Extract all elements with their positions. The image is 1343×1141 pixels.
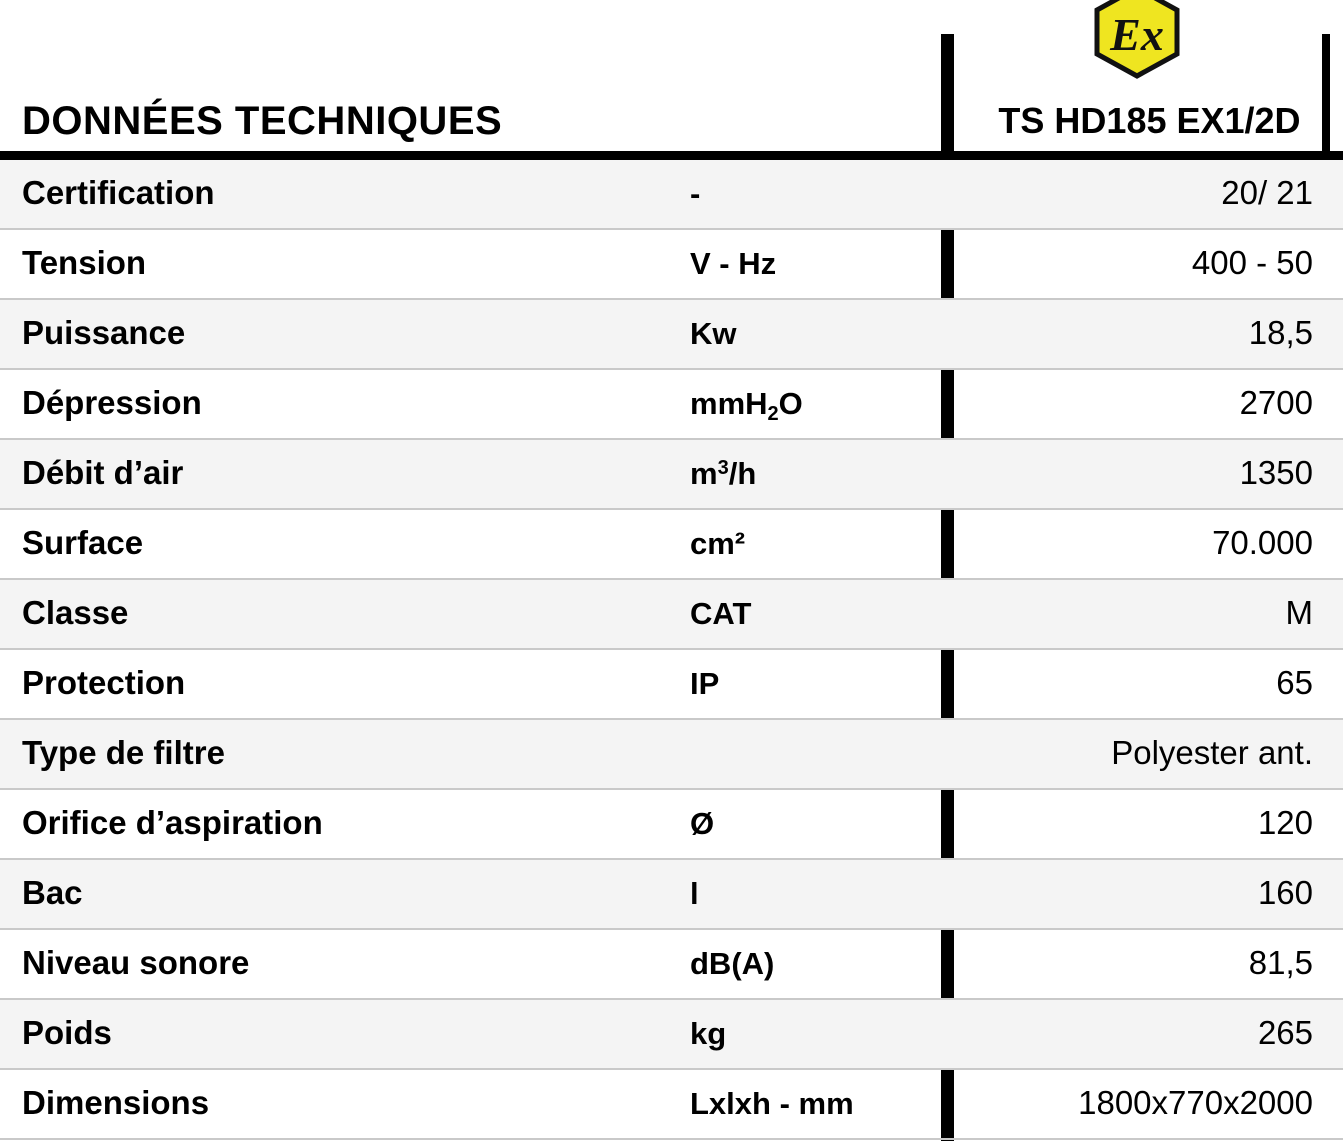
spec-value: 20/ 21 xyxy=(1221,174,1313,211)
spec-value: 160 xyxy=(1257,874,1313,911)
spec-label: Puissance xyxy=(22,314,186,351)
spec-label: Orifice d’aspiration xyxy=(22,804,323,841)
spec-value: 2700 xyxy=(1239,384,1313,421)
table-row xyxy=(0,510,1343,580)
table-header xyxy=(0,72,1343,150)
spec-value: 65 xyxy=(1276,664,1313,701)
spec-unit: V - Hz xyxy=(690,246,777,281)
spec-unit: CAT xyxy=(690,596,752,631)
spec-unit: cm² xyxy=(690,526,746,561)
spec-label: Bac xyxy=(22,874,83,911)
table-row xyxy=(0,300,1343,370)
atex-ex-hexagon-icon xyxy=(1089,0,1185,80)
spec-unit-base: m xyxy=(690,456,718,491)
spec-unit: Kw xyxy=(690,316,737,351)
table-row xyxy=(0,1000,1343,1070)
spec-label: Niveau sonore xyxy=(22,944,250,981)
spec-value: 400 - 50 xyxy=(1191,244,1313,281)
spec-unit-base: mmH xyxy=(690,386,768,421)
spec-unit: Ø xyxy=(690,806,715,841)
spec-value: 265 xyxy=(1257,1014,1313,1051)
svg-text:Ex: Ex xyxy=(1110,9,1164,60)
table-row xyxy=(0,370,1343,440)
spec-label: Classe xyxy=(22,594,129,631)
spec-label: Dimensions xyxy=(22,1084,210,1121)
table-row xyxy=(0,790,1343,860)
spec-unit xyxy=(690,372,954,426)
table-row xyxy=(0,230,1343,300)
spec-value: 1800x770x2000 xyxy=(1078,1084,1313,1121)
spec-label: Dépression xyxy=(22,384,202,421)
spec-unit: kg xyxy=(690,1016,727,1051)
spec-value: 1350 xyxy=(1239,454,1313,491)
spec-unit: l xyxy=(690,876,699,911)
spec-value: 120 xyxy=(1257,804,1313,841)
spec-unit-subscript: 2 xyxy=(767,403,779,425)
spec-unit xyxy=(690,442,954,492)
spec-label: Protection xyxy=(22,664,186,701)
spec-label: Débit d’air xyxy=(22,454,184,491)
table-row xyxy=(0,440,1343,510)
table-row xyxy=(0,580,1343,650)
spec-unit: - xyxy=(690,176,701,211)
spec-unit: Lxlxh - mm xyxy=(690,1086,854,1121)
table-row xyxy=(0,860,1343,930)
spec-value: 70.000 xyxy=(1212,524,1313,561)
spec-value: 18,5 xyxy=(1248,314,1313,351)
spec-label: Poids xyxy=(22,1014,112,1051)
table-row xyxy=(0,1070,1343,1140)
spec-unit-tail: O xyxy=(778,386,803,421)
spec-label: Surface xyxy=(22,524,144,561)
table-row xyxy=(0,160,1343,230)
header-underline xyxy=(0,151,1343,160)
table-row xyxy=(0,720,1343,790)
spec-unit xyxy=(690,750,954,764)
spec-unit: dB(A) xyxy=(690,946,775,981)
page-title: DONNÉES TECHNIQUES xyxy=(22,99,503,143)
spec-unit: IP xyxy=(690,666,720,701)
spec-label: Tension xyxy=(22,244,147,281)
table-row xyxy=(0,930,1343,1000)
spec-value: M xyxy=(1285,594,1313,631)
spec-label: Type de filtre xyxy=(22,734,225,771)
header-right-edge xyxy=(1322,34,1330,158)
table-row xyxy=(0,650,1343,720)
spec-value: Polyester ant. xyxy=(1111,734,1313,771)
spec-unit-superscript: 3 xyxy=(717,457,729,479)
spec-table xyxy=(0,160,1343,1140)
spec-value: 81,5 xyxy=(1248,944,1313,981)
spec-label: Certification xyxy=(22,174,215,211)
model-name: TS HD185 EX1/2D xyxy=(998,100,1301,141)
spec-unit-tail: /h xyxy=(728,456,757,491)
